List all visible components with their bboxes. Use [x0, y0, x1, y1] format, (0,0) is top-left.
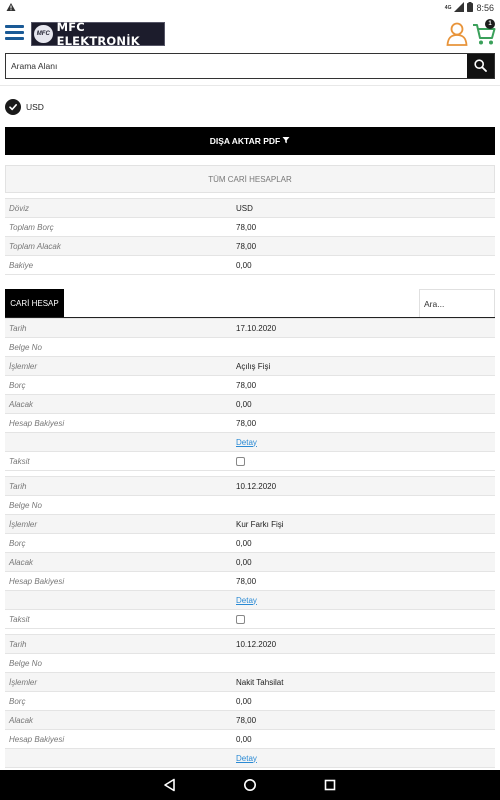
- summary-value: 0,00: [235, 256, 495, 275]
- summary-value: 78,00: [235, 218, 495, 237]
- summary-label: Bakiye: [5, 256, 235, 275]
- summary-table: [5, 198, 495, 275]
- signal-icon: [454, 2, 464, 14]
- field-label: İşlemler: [5, 357, 235, 376]
- record-date: 17.10.2020: [235, 319, 495, 338]
- clock: 8:56: [476, 3, 494, 13]
- field-label: Taksit: [5, 610, 235, 629]
- summary-row-balance: [5, 256, 495, 275]
- record-balance: 78,00: [235, 414, 495, 433]
- detail-link[interactable]: Detay: [236, 437, 257, 447]
- account-record: [5, 634, 495, 768]
- record-operation: Açılış Fişi: [235, 357, 495, 376]
- summary-row-total-debit: [5, 218, 495, 237]
- status-bar: [0, 0, 500, 16]
- field-label: Hesap Bakiyesi: [5, 414, 235, 433]
- warning-icon: [6, 2, 16, 14]
- user-icon[interactable]: [446, 22, 468, 46]
- field-label: Borç: [5, 376, 235, 395]
- record-balance: 78,00: [235, 572, 495, 591]
- field-label: Borç: [5, 692, 235, 711]
- record-operation: Kur Farkı Fişi: [235, 515, 495, 534]
- back-icon[interactable]: [163, 778, 177, 794]
- record-doc-no: [235, 496, 495, 515]
- recent-apps-icon[interactable]: [323, 778, 337, 794]
- field-label: Belge No: [5, 338, 235, 357]
- currency-label: USD: [26, 102, 44, 112]
- filter-icon: [282, 136, 290, 146]
- installment-checkbox[interactable]: [236, 457, 245, 466]
- export-pdf-label: DIŞA AKTAR PDF: [209, 136, 281, 146]
- system-nav-bar: [0, 770, 500, 800]
- field-label: Alacak: [5, 395, 235, 414]
- field-label: Belge No: [5, 654, 235, 673]
- field-label: Borç: [5, 534, 235, 553]
- field-label: Tarih: [5, 477, 235, 496]
- network-type: 4G: [444, 5, 452, 11]
- record-date: 10.12.2020: [235, 477, 495, 496]
- detail-link[interactable]: Detay: [236, 595, 257, 605]
- record-doc-no: [235, 338, 495, 357]
- account-tab-bar: [5, 289, 495, 318]
- search-icon: [474, 59, 487, 74]
- record-operation: Nakit Tahsilat: [235, 673, 495, 692]
- account-search: [419, 289, 495, 317]
- detail-link[interactable]: Detay: [236, 753, 257, 763]
- record-debit: 78,00: [235, 376, 495, 395]
- app-header: [0, 16, 500, 50]
- record-date: 10.12.2020: [235, 635, 495, 654]
- brand-logo[interactable]: [31, 22, 165, 46]
- account-search-input[interactable]: [420, 290, 494, 317]
- record-balance: 0,00: [235, 730, 495, 749]
- battery-icon: [467, 2, 473, 14]
- check-icon[interactable]: [5, 99, 21, 115]
- divider: [0, 85, 500, 86]
- tab-cari-hesap[interactable]: CARİ HESAP: [5, 289, 64, 317]
- record-debit: 0,00: [235, 534, 495, 553]
- field-label: Hesap Bakiyesi: [5, 572, 235, 591]
- search-button[interactable]: [467, 54, 494, 78]
- field-label: İşlemler: [5, 673, 235, 692]
- summary-label: Toplam Alacak: [5, 237, 235, 256]
- installment-checkbox[interactable]: [236, 615, 245, 624]
- field-label: Hesap Bakiyesi: [5, 730, 235, 749]
- logo-badge: MFC: [34, 25, 53, 43]
- export-pdf-button[interactable]: [5, 127, 495, 155]
- home-icon[interactable]: [243, 778, 257, 794]
- all-accounts-button[interactable]: TÜM CARİ HESAPLAR: [5, 165, 495, 193]
- field-label: Belge No: [5, 496, 235, 515]
- field-label: İşlemler: [5, 515, 235, 534]
- currency-option[interactable]: [5, 99, 44, 115]
- search-bar: [5, 53, 495, 79]
- record-credit: 78,00: [235, 711, 495, 730]
- logo-text: MFC ELEKTRONİK: [56, 20, 140, 48]
- summary-label: Toplam Borç: [5, 218, 235, 237]
- search-input[interactable]: [6, 54, 468, 78]
- record-debit: 0,00: [235, 692, 495, 711]
- account-record: [5, 318, 495, 471]
- summary-label: Döviz: [5, 199, 235, 218]
- field-label: Tarih: [5, 319, 235, 338]
- field-label: Taksit: [5, 452, 235, 471]
- field-label: Alacak: [5, 553, 235, 572]
- summary-row-total-credit: [5, 237, 495, 256]
- cart-count-badge: 1: [485, 19, 495, 29]
- menu-icon[interactable]: [5, 25, 24, 41]
- summary-value: USD: [235, 199, 495, 218]
- account-record: [5, 476, 495, 629]
- record-credit: 0,00: [235, 553, 495, 572]
- summary-row-currency: [5, 199, 495, 218]
- record-credit: 0,00: [235, 395, 495, 414]
- record-doc-no: [235, 654, 495, 673]
- field-label: Tarih: [5, 635, 235, 654]
- summary-value: 78,00: [235, 237, 495, 256]
- field-label: Alacak: [5, 711, 235, 730]
